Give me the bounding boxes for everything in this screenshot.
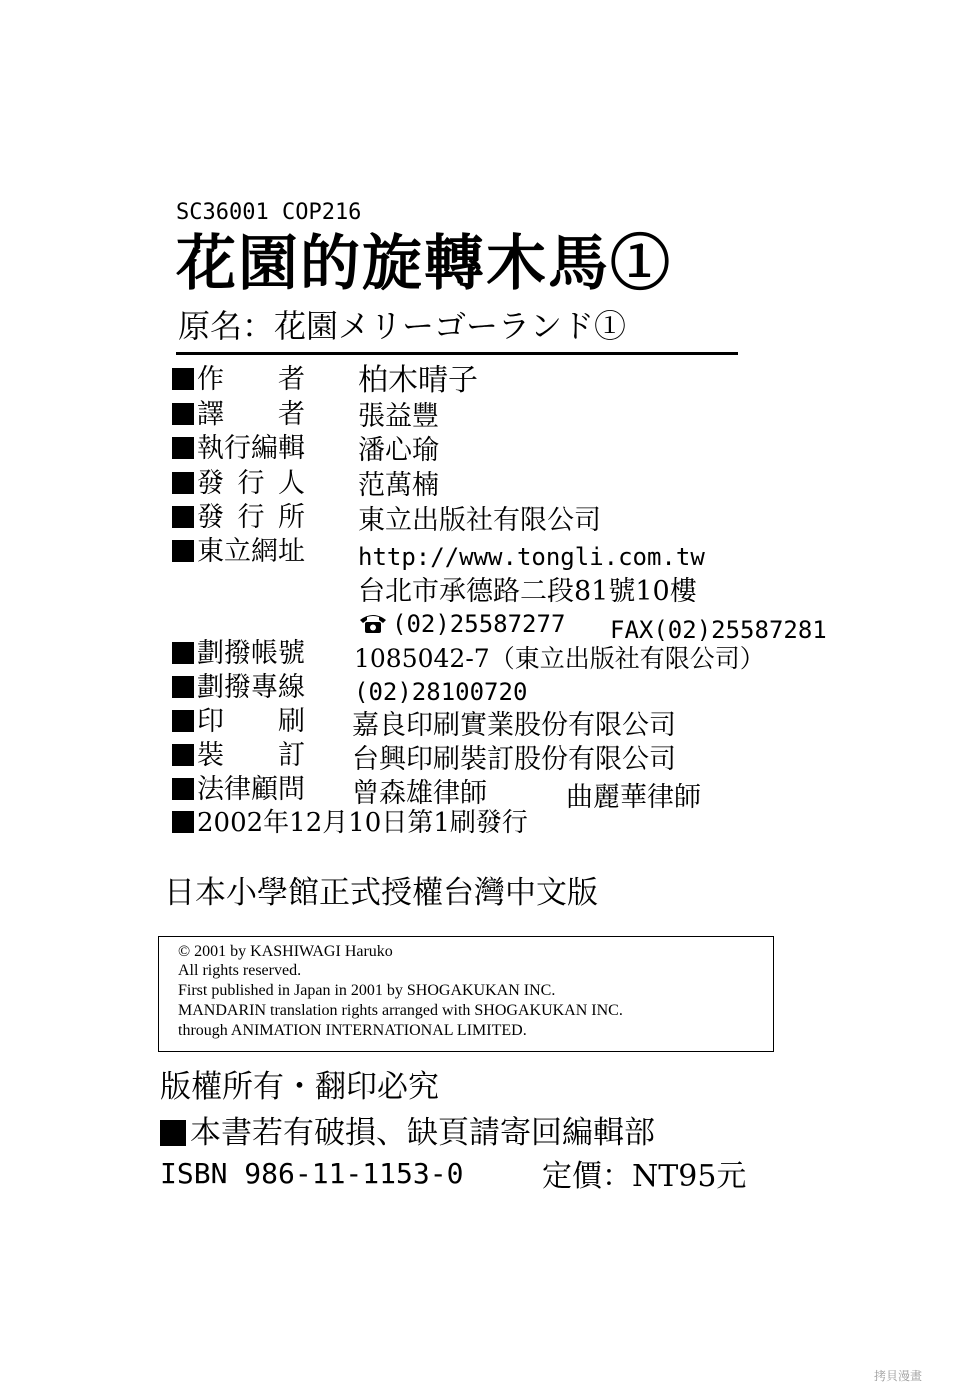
label-char: 劃 (197, 638, 224, 669)
credit-value-publisher-person: 范萬楠 (358, 470, 439, 501)
original-title: 原名：花園メリーゴーランド① (178, 307, 627, 345)
label-char: 律 (224, 774, 251, 805)
credit-label-author (172, 366, 312, 393)
label-char: 作 (197, 364, 224, 395)
label-char: 網 (251, 536, 278, 567)
bullet-square-icon (172, 811, 194, 833)
label-char: 問 (278, 774, 305, 805)
credit-label-editor (172, 435, 312, 462)
label-char: 執 (197, 433, 224, 464)
telephone-icon (358, 612, 388, 634)
damage-notice: 本書若有破損、缺頁請寄回編輯部 (160, 1118, 655, 1149)
label-char: 者 (278, 364, 305, 395)
bullet-square-icon (172, 368, 194, 390)
label-char: 專 (251, 672, 278, 703)
credit-value-translator: 張益豐 (358, 401, 439, 432)
credit-value-publisher: 東立出版社有限公司 (358, 505, 601, 536)
label-char: 編 (251, 433, 278, 464)
credit-label-publisher (172, 504, 312, 531)
copyright-line: through ANIMATION INTERNATIONAL LIMITED. (178, 1022, 527, 1039)
credit-label-legal (172, 776, 312, 803)
phone-line (358, 612, 565, 636)
label-char: 立 (224, 536, 251, 567)
label-char: 裝 (197, 740, 224, 771)
label-char: 印 (197, 706, 224, 737)
label-char: 發 (197, 468, 224, 499)
label-char: 人 (278, 468, 305, 499)
copyright-line: © 2001 by KASHIWAGI Haruko (178, 943, 393, 960)
bullet-square-icon (172, 506, 194, 528)
credit-value-website[interactable]: http://www.tongli.com.tw (358, 543, 705, 571)
label-char: 發 (197, 502, 224, 533)
label-char: 東 (197, 536, 224, 567)
fax-number: FAX(02)25587281 (610, 616, 827, 644)
copyright-line: MANDARIN translation rights arranged with SHOGAKUKAN INC. (178, 1002, 623, 1019)
label-char: 址 (278, 536, 305, 567)
authorization-statement: 日本小學館正式授權台灣中文版 (164, 875, 598, 911)
label-char: 譯 (197, 399, 224, 430)
label-char: 行 (237, 502, 265, 533)
label-char: 訂 (278, 740, 305, 771)
credit-value-printing: 嘉良印刷實業股份有限公司 (352, 710, 676, 741)
label-char: 所 (278, 502, 305, 533)
copyright-line: First published in Japan in 2001 by SHOGAKUKAN INC. (178, 982, 556, 999)
product-code: SC36001 COP216 (176, 200, 362, 225)
label-char: 撥 (224, 672, 251, 703)
credit-label-website (172, 538, 312, 565)
label-char: 輯 (278, 433, 305, 464)
title-divider (176, 352, 738, 355)
bullet-square-icon (172, 437, 194, 459)
credit-label-binding (172, 742, 312, 769)
credit-value-legal-2: 曲麗華律師 (566, 782, 701, 813)
credit-value-transfer-account: 1085042-7（東立出版社有限公司） (354, 644, 765, 673)
label-char: 顧 (251, 774, 278, 805)
credit-label-translator (172, 401, 312, 428)
label-char: 號 (278, 638, 305, 669)
credit-value-legal-1: 曾森雄律師 (352, 778, 487, 809)
credit-value-author: 柏木晴子 (358, 363, 478, 398)
credit-value-transfer-line: (02)28100720 (354, 678, 528, 706)
watermark: 拷貝漫畫 (874, 1369, 923, 1383)
bullet-square-icon (172, 403, 194, 425)
bullet-square-icon (172, 676, 194, 698)
label-char: 線 (278, 672, 305, 703)
label-char: 刷 (278, 706, 305, 737)
bullet-square-icon (172, 710, 194, 732)
label-char: 帳 (251, 638, 278, 669)
label-char: 行 (237, 468, 265, 499)
price: 定價：NT95元 (542, 1159, 747, 1194)
credit-value-editor: 潘心瑜 (358, 435, 439, 466)
credit-label-transfer-account (172, 640, 312, 667)
isbn: ISBN 986-11-1153-0 (160, 1157, 464, 1190)
bullet-square-icon (160, 1120, 186, 1146)
label-char: 法 (197, 774, 224, 805)
label-char: 劃 (197, 672, 224, 703)
credit-label-printing (172, 708, 312, 735)
label-char: 撥 (224, 638, 251, 669)
publish-date: 2002年12月10日第1刷發行 (172, 810, 528, 836)
publisher-address: 台北市承德路二段81號10樓 (358, 576, 697, 607)
bullet-square-icon (172, 642, 194, 664)
credit-value-binding: 台興印刷裝訂股份有限公司 (352, 744, 676, 775)
credit-label-transfer-line (172, 674, 312, 701)
label-char: 者 (278, 399, 305, 430)
bullet-square-icon (172, 540, 194, 562)
telephone-number: (02)25587277 (392, 610, 566, 638)
bullet-square-icon (172, 744, 194, 766)
rights-statement: 版權所有・翻印必究 (160, 1069, 439, 1105)
bullet-square-icon (172, 472, 194, 494)
credit-label-publisher-person (172, 470, 312, 497)
bullet-square-icon (172, 778, 194, 800)
label-char: 行 (224, 433, 251, 464)
copyright-line: All rights reserved. (178, 962, 302, 979)
book-title: 花園的旋轉木馬① (176, 229, 672, 299)
